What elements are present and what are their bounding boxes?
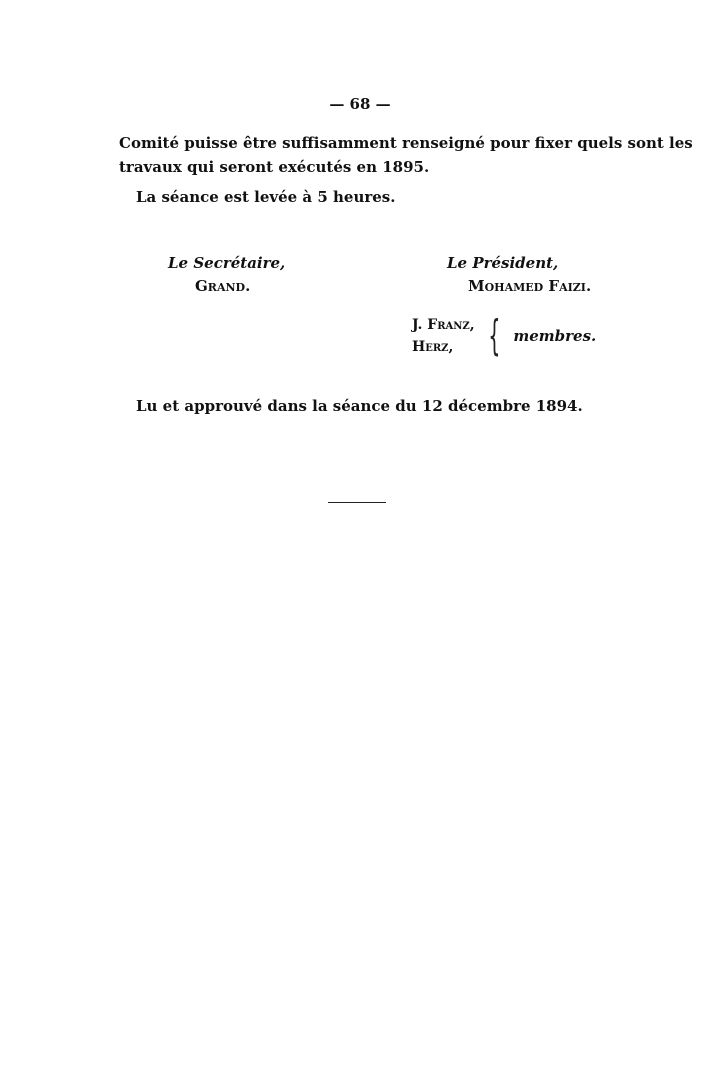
president-name: Mohamed Faizi.: [468, 277, 592, 295]
president-title: Le Président,: [447, 254, 559, 272]
member-names: [412, 314, 475, 358]
closing-statement: La séance est levée à 5 heures.: [136, 188, 396, 206]
continued-paragraph: [119, 131, 693, 179]
brace-glyph: {: [487, 311, 500, 360]
page-number: — 68 —: [329, 95, 391, 113]
end-rule: [328, 502, 386, 503]
secretary-title: Le Secrétaire,: [168, 254, 286, 272]
members-signature: [412, 311, 597, 360]
approval-note: Lu et approuvé dans la séance du 12 décembre 1894.: [136, 397, 583, 415]
president-signature: [447, 252, 591, 298]
paragraph-line: travaux qui seront exécutés en 1895.: [119, 158, 430, 176]
member-name: J. Franz,: [412, 317, 475, 333]
members-role: membres.: [513, 327, 597, 345]
paragraph-line: Comité puisse être suffisamment renseigné pour fixer quels sont les: [119, 134, 693, 152]
secretary-signature: [168, 252, 285, 298]
secretary-name: Grand.: [195, 277, 251, 295]
member-name: Herz,: [412, 339, 454, 355]
